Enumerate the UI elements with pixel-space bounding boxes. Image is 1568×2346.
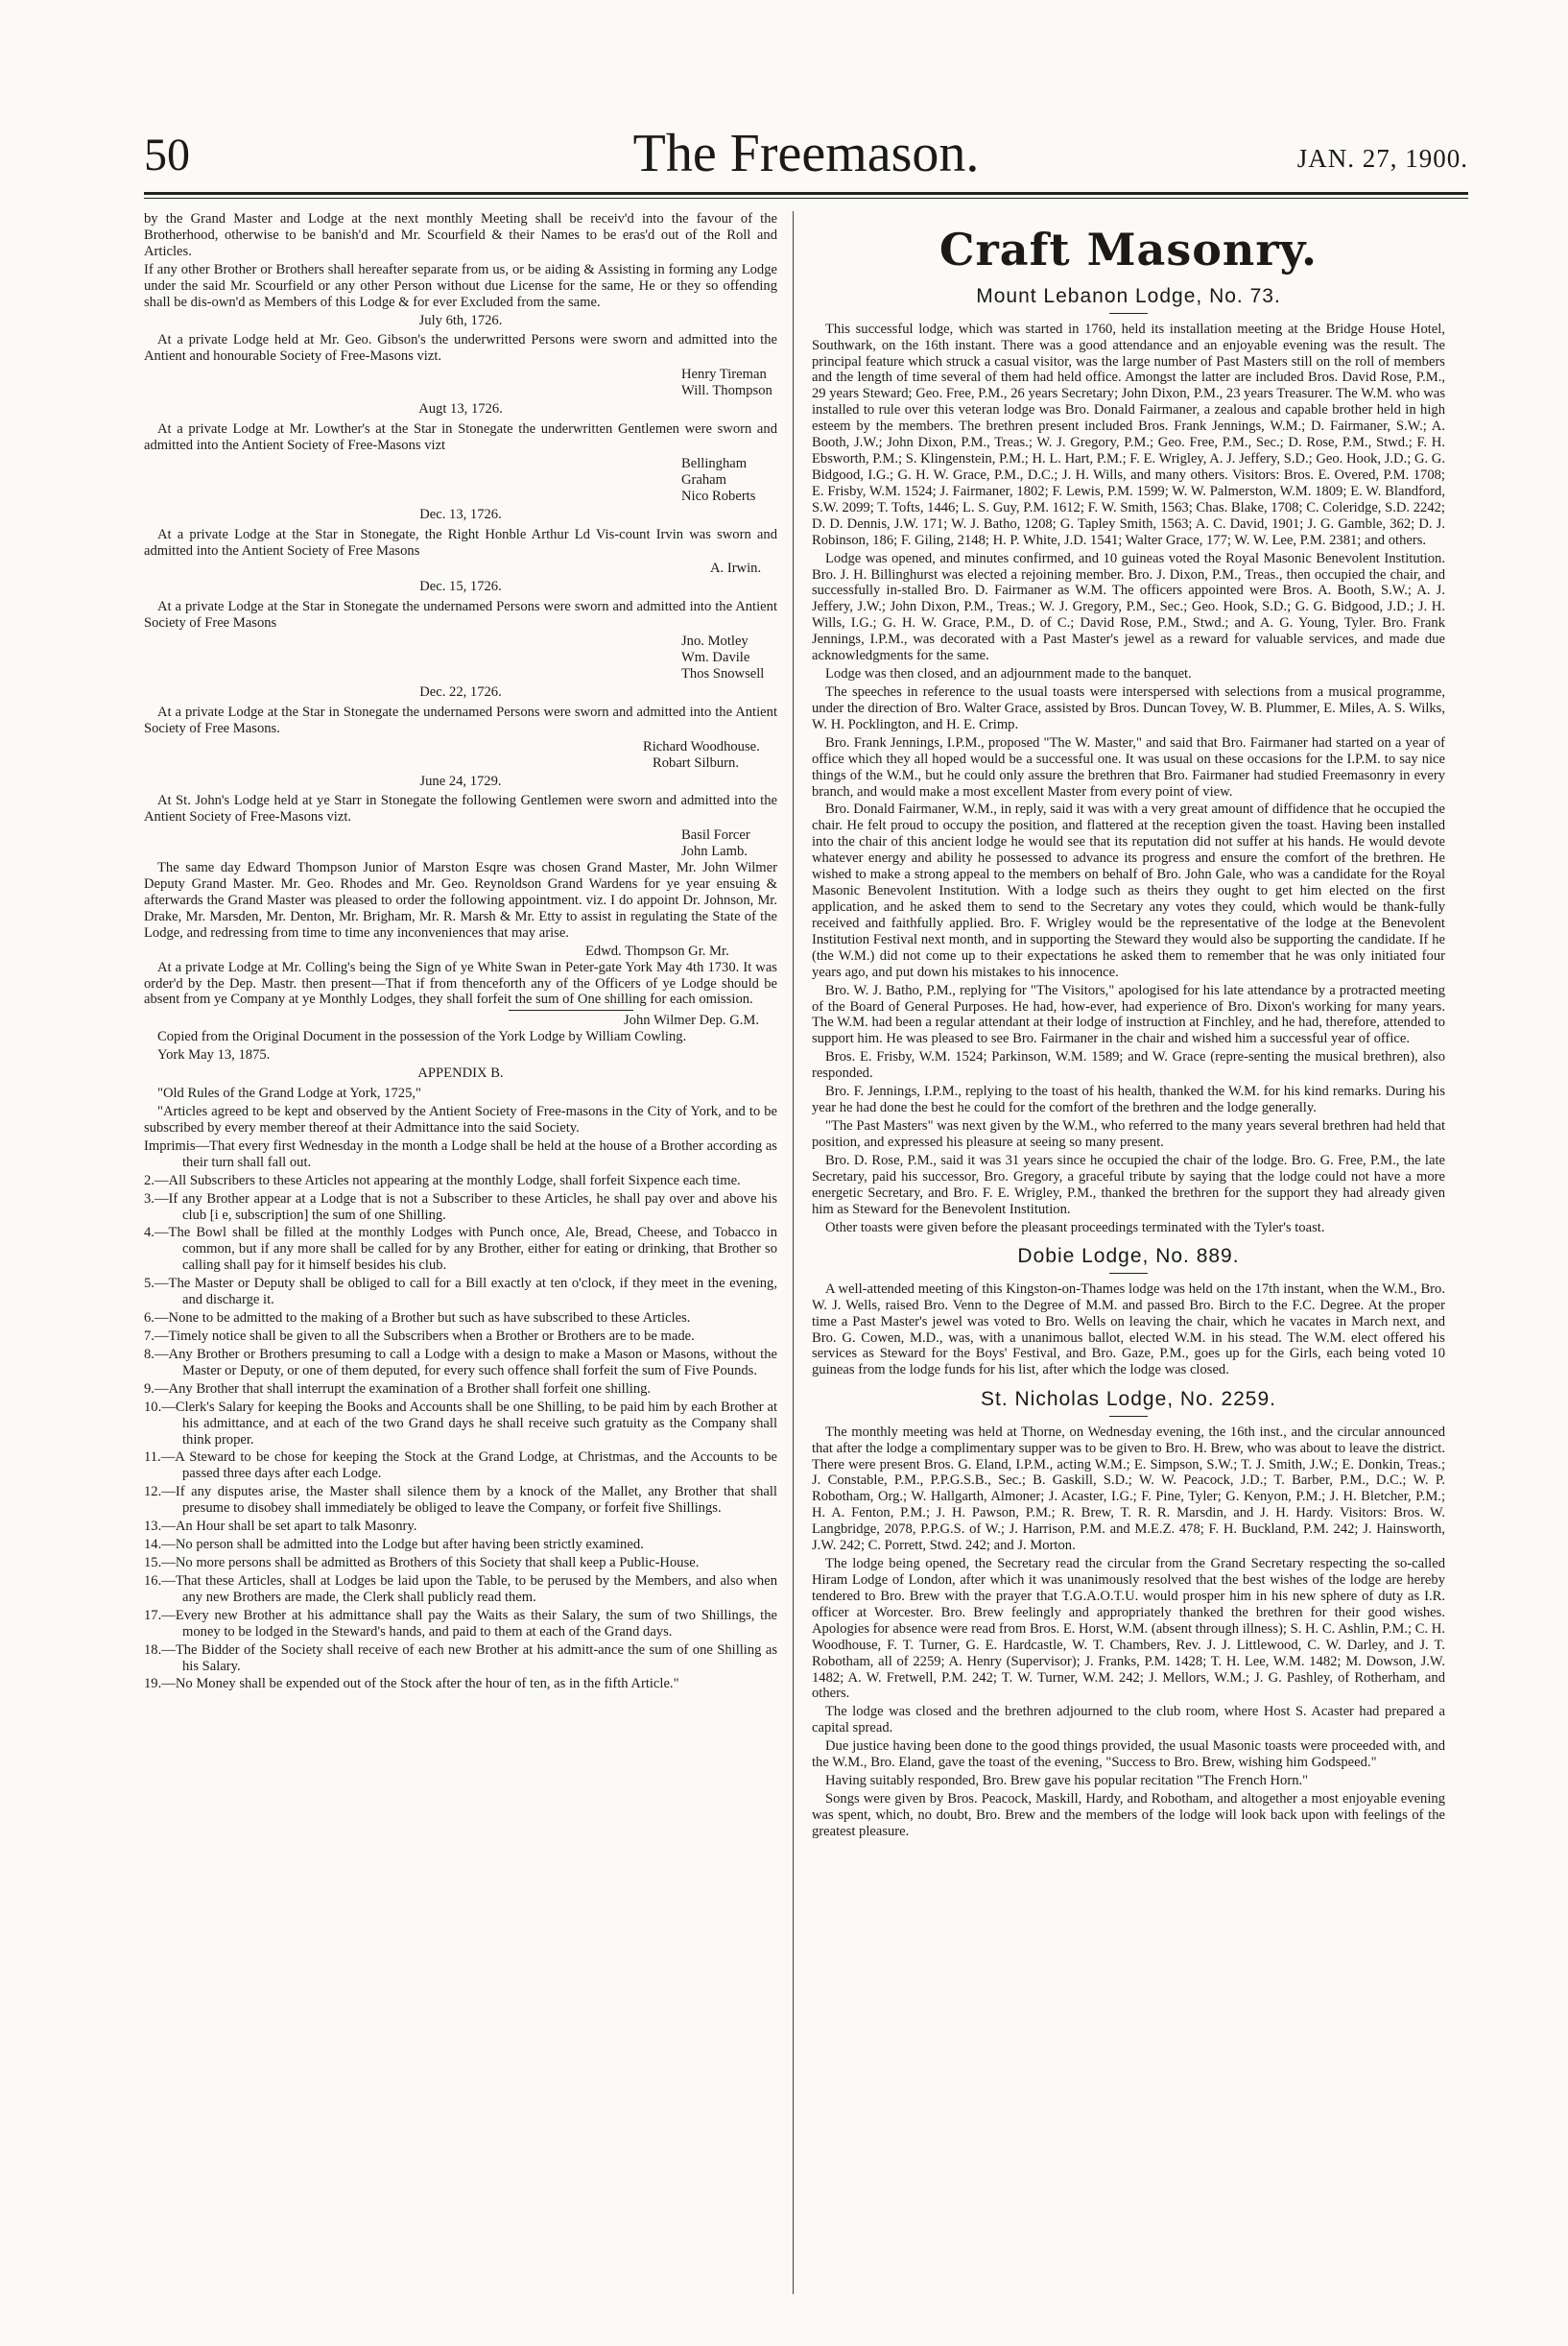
rule-article: 14.—No person shall be admitted into the Lodge but after having been strictly examined. <box>144 1537 644 1553</box>
paragraph: If any other Brother or Brothers shall hereafter separate from us, or be aiding & Assisting in forming any Lodge under the said Mr. Scourfield or any other Person without due License for the same, He or they so offending shall be dis-own'd as Members of this Lodge & for ever Excluded from the same. <box>144 261 777 310</box>
paragraph: Bro. Donald Fairmaner, W.M., in reply, said it was with a very great amount of diffidence that he occupied the chair. He felt proud to occupy the position, and flattered at the reception given the toast. Having been installed into the chair of this ancient lodge he would see that its reputation did not suffer at his hands. He would devote whatever energy and ability he possessed to advance its progress and ensure the comfort of the brethren. He wished to make a strong appeal to the members on behalf of Bro. John Gale, who was a candidate for the Royal Masonic Benevolent Institution. With a lodge such as theirs they ought to get him elected on the first application, and he asked them to send to the Secretary any votes they could, which would be thank-fully received and faithfully applied. Bro. F. Wrigley would be the representative of the lodge at the Benevolent Institution Festival next month, and in supporting the Steward they would also be supporting the candidate. If he (the W.M.) did not come up to their expectations he asked them to remember that he was only initiated four years ago, and put down his mistakes to his innocence. <box>812 802 1445 980</box>
paragraph: The lodge being opened, the Secretary read the circular from the Grand Secretary respecting the so-called Hiram Lodge of London, after which it was unanimously resolved that the best wishes of the lodge are hereby tendered to Bro. Brew with the prayer that T.G.A.O.T.U. would prosper him in his new sphere of duty as I.R. officer at Worcester. Bro. Brew feelingly and appropriately thanked the brethren for their good wishes. Apologies for absence were read from Bros. E. Horst, W.M. (absent through illness); S. H. C. Ashlin, P.M.; C. H. Woodhouse, F. T. Turner, G. E. Hardcastle, W. T. Chambers, Rev. J. J. Littlewood, C. W. Darley, and J. T. Robotham, all of 2259; A. Henry (Supervisor); J. Franks, P.M. 1428; T. H. Lee, W.M. 1482; M. Dowson, J.W. 1482; A. W. Fretwell, P.M. 242; T. W. Turner, W.M. 242; J. Mellors, W.M.; J. G. Pashley, of Rotherham, and others. <box>812 1556 1445 1702</box>
minute-date: Augt 13, 1726. <box>418 401 503 418</box>
paragraph: Copied from the Original Document in the possession of the York Lodge by William Cowling. <box>157 1029 687 1045</box>
rule <box>509 1010 633 1011</box>
paragraph: A well-attended meeting of this Kingston-on-Thames lodge was held on the 17th instant, when the W.M., Bro. W. J. Wells, raised Bro. Venn to the Degree of M.M. and passed Bro. Birch to the F.C. Degree. At the proper time a Past Master's jewel was voted to Bro. Wells on leaving the chair, which he vacates in March next, and Bro. G. Cowen, M.D., was, with a unanimous ballot, elected W.M. in his stead. The W.M. elect offered his services as Steward for the Boys' Festival, and Bro. Gaze, P.M., goes up for the Girls, each being voted 10 guineas from the lodge funds for his list, after which the lodge was closed. <box>812 1281 1445 1378</box>
paragraph: At St. John's Lodge held at ye Starr in Stonegate the following Gentlemen were sworn and admitted into the Antient Society of Free-Masons vizt. <box>144 793 777 826</box>
minute-date: Dec. 15, 1726. <box>419 579 502 595</box>
rule-article: 19.—No Money shall be expended out of the Stock after the hour of ten, as in the fifth Article." <box>144 1676 679 1692</box>
signature: Bellingham Graham <box>681 455 748 488</box>
minute-date: Dec. 22, 1726. <box>419 683 502 700</box>
paragraph: At a private Lodge at Mr. Colling's being the Sign of ye White Swan in Peter-gate York May 4th 1730. It was order'd by the Dep. Mastr. then present—That if from thenceforth any of the Officers of ye Lodge should be absent from ye Company at ye Monthly Lodges, they shall forfeit the sum of One shilling for each omission. <box>144 959 777 1008</box>
lodge-heading: Dobie Lodge, No. 889. <box>812 1245 1445 1273</box>
paragraph: Bro. W. J. Batho, P.M., replying for "The Visitors," apologised for his late attendance by a protracted meeting of the Board of General Purposes. He had, how-ever, had experience of Bro. Dixon's working for many years. The W.M. had been a regular attendant at their lodge of instruction at Finchley, and he had, therefore, attended to support him. He was pleased to see Bro. Fairmaner in the chair and wished him a successful year of office. <box>812 982 1445 1047</box>
rule-article: 5.—The Master or Deputy shall be obliged to call for a Bill exactly at ten o'clock, if they meet in the evening, and discharge it. <box>144 1276 777 1308</box>
paragraph: Bros. E. Frisby, W.M. 1524; Parkinson, W.M. 1589; and W. Grace (repre-senting the musical brethren), also responded. <box>812 1049 1445 1082</box>
paragraph: At a private Lodge at the Star in Stonegate the undernamed Persons were sworn and admitted into the Antient Society of Free Masons. <box>144 704 777 736</box>
signature: A. Irwin. <box>710 561 762 577</box>
paragraph: Songs were given by Bros. Peacock, Maskill, Hardy, and Robotham, and altogether a most enjoyable evening was spent, which, no doubt, Bro. Brew and the members of the lodge will look back upon with feelings of the greatest pleasure. <box>812 1790 1445 1839</box>
rule-article: 17.—Every new Brother at his admittance shall pay the Waits as their Salary, the sum of two Shillings, the money to be lodged in the Steward's hands, and paid to them at each of the Grand days. <box>144 1607 777 1640</box>
paragraph: Lodge was then closed, and an adjournment made to the banquet. <box>825 666 1192 682</box>
right-column <box>812 211 1445 2308</box>
rule-article: 4.—The Bowl shall be filled at the monthly Lodges with Punch once, Ale, Bread, Cheese, and Tobacco in common, but if any more shall be called for by any Brother, either for eating or drinking, that Brother so calling shall pay for it himself besides his club. <box>144 1225 777 1274</box>
paragraph: At a private Lodge at Mr. Lowther's at the Star in Stonegate the underwritten Gentlemen were sworn and admitted into the Antient Society of Free-Masons vizt <box>144 421 777 453</box>
rule-article: Imprimis—That every first Wednesday in the month a Lodge shall be held at the house of a Brother according as their turn shall fall out. <box>144 1137 777 1170</box>
rule-article: 11.—A Steward to be chose for keeping the Stock at the Grand Lodge, at Christmas, and the Accounts to be passed three days after each Lodge. <box>144 1449 777 1482</box>
left-column <box>144 211 777 2308</box>
signature: Jno. Motley <box>681 634 748 650</box>
signature: Basil Forcer <box>681 827 750 844</box>
signature: Henry Tireman <box>681 367 767 383</box>
minute-date: Dec. 13, 1726. <box>419 506 502 522</box>
signature: Edwd. Thompson Gr. Mr. <box>585 943 729 959</box>
masthead <box>144 115 1468 195</box>
paragraph: Other toasts were given before the pleasant proceedings terminated with the Tyler's toast. <box>825 1219 1325 1235</box>
signature: John Lamb. <box>681 844 748 860</box>
minute-date: June 24, 1729. <box>419 773 502 789</box>
paragraph: Having suitably responded, Bro. Brew gave his popular recitation "The French Horn." <box>825 1773 1309 1789</box>
lodge-heading: Mount Lebanon Lodge, No. 73. <box>812 285 1445 313</box>
minute-date: July 6th, 1726. <box>418 312 503 328</box>
signature: Robart Silburn. <box>653 754 739 771</box>
rule-article: 2.—All Subscribers to these Articles not appearing at the monthly Lodge, shall forfeit Sixpence each time. <box>144 1172 741 1188</box>
signature: Richard Woodhouse. <box>643 738 760 754</box>
section-heading: Craft Masonry. <box>938 224 1319 275</box>
paragraph: "Articles agreed to be kept and observed by the Antient Society of Free-masons in the City of York, and to be subscribed by every member thereof at their Admittance into the said Society. <box>144 1104 777 1136</box>
rule-article: 13.—An Hour shall be set apart to talk Masonry. <box>144 1519 417 1535</box>
paragraph: At a private Lodge held at Mr. Geo. Gibson's the underwritted Persons were sworn and admitted into the Antient and honourable Society of Free-Masons vizt. <box>144 332 777 365</box>
rule-article: 8.—Any Brother or Brothers presuming to call a Lodge with a design to make a Mason or Masons, without the Master or Deputy, or one of them deputed, for every such offence shall forfeit the sum of Five Pounds. <box>144 1346 777 1378</box>
issue-date: JAN. 27, 1900. <box>1296 144 1468 173</box>
rule-article: 3.—If any Brother appear at a Lodge that is not a Subscriber to these Articles, he shall pay over and above his club [i e, subscription] the sum of one Shilling. <box>144 1190 777 1223</box>
paragraph: Bro. Frank Jennings, I.P.M., proposed "The W. Master," and said that Bro. Fairmaner had started on a year of office which they all hoped would be a successful one. It was usual on these occasions for the I.P.M. to say nice things of the W.M., but he could only assure the brethren that Bro. Fairmaner had studied Freemasonry in every branch, and would make a most excellent Master from every point of view. <box>812 734 1445 800</box>
paragraph: The monthly meeting was held at Thorne, on Wednesday evening, the 16th inst., and the circular announced that after the lodge a complimentary supper was to be given to Bro. H. Brew, who was about to leave the district. There were present Bros. G. Eland, I.P.M., acting W.M.; E. Simpson, S.W.; T. J. Smith, J.W.; E. Donkin, Treas.; J. Constable, P.M., P.P.G.S.B., Sec.; B. Gaskill, S.D.; W. W. Peacock, J.D.; T. Barber, P.M., D.C.; W. P. Robotham, Org.; W. Hallgarth, Almoner; J. Acaster, I.G.; F. Pine, Tyler; G. Kenyon, P.M.; J. H. Bletcher, P.M.; H. A. Fenton, P.M.; J. H. Pawson, P.M.; R. Brew, T. R. R. Marsdin, and J. H. Hardy. Visitors: Bros. W. Langbridge, 2078, P.P.G.S. of W.; J. Harrison, P.M. and M.E.Z. 478; F. H. Buckland, P.M. 242; J. Hainsworth, J.W. 242; C. Porrett, Stwd. 242; and J. Morton. <box>812 1424 1445 1554</box>
paragraph: "Old Rules of the Grand Lodge at York, 1725," <box>157 1086 421 1102</box>
paragraph: The same day Edward Thompson Junior of Marston Esqre was chosen Grand Master, Mr. John Wilmer Deputy Grand Master. Mr. Geo. Rhodes and Mr. Geo. Reynoldson Grand Wardens for ye year ensuing & afterwards the Grand Master was pleased to order the following appointment. viz. I do appoint Dr. Johnson, Mr. Drake, Mr. Marsden, Mr. Denton, Mr. Brigham, Mr. R. Marsh & Mr. Etty to assist in regulating the State of the Lodge, and redressing from time to time any inconveniences that may arise. <box>144 860 777 941</box>
appendix-heading: APPENDIX B. <box>417 1065 504 1082</box>
signature: Thos Snowsell <box>681 665 765 682</box>
rule-article: 10.—Clerk's Salary for keeping the Books and Accounts shall be one Shilling, to be paid him by each Brother at his admittance, and at each of the two Grand days he shall receive such gratuity as the Company shall think proper. <box>144 1399 777 1448</box>
rule-article: 16.—That these Articles, shall at Lodges be laid upon the Table, to be perused by the Members, and also when any new Brothers are made, the Clerk shall publicly read them. <box>144 1572 777 1605</box>
signature: Wm. Davile <box>681 650 750 666</box>
paragraph: The lodge was closed and the brethren adjourned to the club room, where Host S. Acaster had prepared a capital spread. <box>812 1704 1445 1736</box>
signature: Nico Roberts <box>681 488 756 504</box>
paragraph: York May 13, 1875. <box>157 1047 271 1064</box>
masthead-rule <box>144 198 1468 199</box>
newspaper-title: The Freemason. <box>632 124 980 183</box>
column-divider <box>793 211 794 2294</box>
paragraph: At a private Lodge at the Star in Stonegate the undernamed Persons were sworn and admitted into the Antient Society of Free Masons <box>144 599 777 632</box>
rule-article: 18.—The Bidder of the Society shall receive of each new Brother at his admitt-ance the sum of one Shilling as his Salary. <box>144 1641 777 1674</box>
signature: John Wilmer Dep. G.M. <box>624 1013 760 1029</box>
paragraph: by the Grand Master and Lodge at the next monthly Meeting shall be receiv'd into the favour of the Brotherhood, otherwise to be banish'd and Mr. Scourfield & their Names to be eras'd out of the Roll and Articles. <box>144 211 777 259</box>
paragraph: Lodge was opened, and minutes confirmed, and 10 guineas voted the Royal Masonic Benevolent Institution. Bro. J. H. Billinghurst was elected a rejoining member. Bro. J. Dixon, P.M., Treas., then occupied the chair, and successfully in-stalled Bro. D. Fairmaner as W.M. The officers appointed were Bros. A. Booth, S.W.; A. J. Jeffery, J.W.; John Dixon, P.M., Treas.; W. J. Gregory, P.M., Sec.; Geo. Hook, S.D.; G. G. Bidgood, J.D.; J. H. Wills, I.G.; G. H. W. Grace, P.M., D. of C.; David Rose, P.M., Stwd.; and A. G. Young, Tyler. Bro. Frank Jennings, I.P.M., was decorated with a Past Master's jewel as a reward for valuable services, and made due acknowledgments for the same. <box>812 550 1445 664</box>
paragraph: This successful lodge, which was started in 1760, held its installation meeting at the Bridge House Hotel, Southwark, on the 16th instant. There was a good attendance and an enjoyable evening was the result. The principal feature which struck a casual visitor, was the large number of Past Masters still on the roll of members and the length of time several of them had held office. Amongst the latter are included Bros. David Rose, P.M., 29 years Steward; Geo. Free, P.M., 26 years Secretary; John Dixon, P.M., 23 years Treasurer. The W.M. who was installed to rule over this veteran lodge was Bro. Donald Fairmaner, a zealous and capable brother held in high esteem by the members. The brethren present included Bros. Frank Jennings, W.M.; D. Fairmaner, S.W.; A. Booth, J.W.; John Dixon, P.M., Treas.; W. J. Gregory, P.M.; Geo. Free, P.M., Sec.; D. Rose, P.M., Stwd.; F. H. Ebsworth, P.M.; S. Klingenstein, P.M.; H. L. Hart, P.M.; F. E. Wrigley, A. J. Jeffery, S.D.; Geo. Hook, J.D.; G. G. Bidgood, I.G.; G. H. W. Grace, P.M., D.C.; J. H. Wills, and many others. Visitors: Bros. E. Overed, P.M. 1708; E. Frisby, W.M. 1524; J. Fairmaner, 1802; F. Lewis, P.M. 1599; W. W. Palmerston, W.M. 1809; E. W. Blandford, S.W. 2099; T. Tofts, 1446; L. S. Guy, P.M. 1612; F. W. Smith, 1563; Chas. Blake, 1708; C. Coleridge, S.D. 2242; D. D. Dennis, J.W. 171; W. J. Batho, 1208; G. Tapley Smith, 1563; A. C. David, 1901; J. G. Gamble, 362; D. J. Robinson, 186; F. Giling, 2148; H. P. White, J.D. 1541; Walter Grace, 177; W. W. Lee, P.M. 2381; and others. <box>812 321 1445 548</box>
paragraph: "The Past Masters" was next given by the W.M., who referred to the many years several brethren had held that position, and expressed his pleasure at seeing so many present. <box>812 1117 1445 1150</box>
lodge-heading: St. Nicholas Lodge, No. 2259. <box>812 1388 1445 1416</box>
rule-article: 9.—Any Brother that shall interrupt the examination of a Brother shall forfeit one shilling. <box>144 1380 652 1397</box>
paragraph: Due justice having been done to the good things provided, the usual Masonic toasts were proceeded with, and the W.M., Bro. Eland, gave the toast of the evening, "Success to Bro. Brew, wishing him Godspeed." <box>812 1738 1445 1771</box>
rule-article: 12.—If any disputes arise, the Master shall silence them by a knock of the Mallet, any Brother that shall presume to disobey shall immediately be obliged to leave the Company, or forfeit five Shillings. <box>144 1484 777 1517</box>
paragraph: At a private Lodge at the Star in Stonegate, the Right Honble Arthur Ld Vis-count Irvin was sworn and admitted into the Antient Society of Free Masons <box>144 526 777 559</box>
paragraph: Bro. F. Jennings, I.P.M., replying to the toast of his health, thanked the W.M. for his kind remarks. During his year he had done the best he could for the comfort of the brethren and the lodge generally. <box>812 1084 1445 1116</box>
page-number: 50 <box>144 130 190 180</box>
rule-article: 6.—None to be admitted to the making of a Brother but such as have subscribed to these Articles. <box>144 1310 691 1327</box>
paragraph: Bro. D. Rose, P.M., said it was 31 years since he occupied the chair of the lodge. Bro. G. Free, P.M., the late Secretary, paid his successor, Bro. Gregory, a graceful tribute by saying that the lodge could not have a more energetic Secretary, and Bro. F. E. Wrigley, P.M., thanked the brethren for the support they had already given him as Steward for the Benevolent Institution. <box>812 1152 1445 1217</box>
paragraph: The speeches in reference to the usual toasts were interspersed with selections from a musical programme, under the direction of Bro. Walter Grace, assisted by Bros. Duncan Tovey, W. B. Plummer, E. Miles, A. S. Wilks, W. H. Pocklington, and H. E. Crimp. <box>812 684 1445 732</box>
rule-article: 7.—Timely notice shall be given to all the Subscribers when a Brother or Brothers are to be made. <box>144 1329 695 1344</box>
rule-article: 15.—No more persons shall be admitted as Brothers of this Society that shall keep a Public-House. <box>144 1554 700 1570</box>
signature: Will. Thompson <box>681 383 772 399</box>
